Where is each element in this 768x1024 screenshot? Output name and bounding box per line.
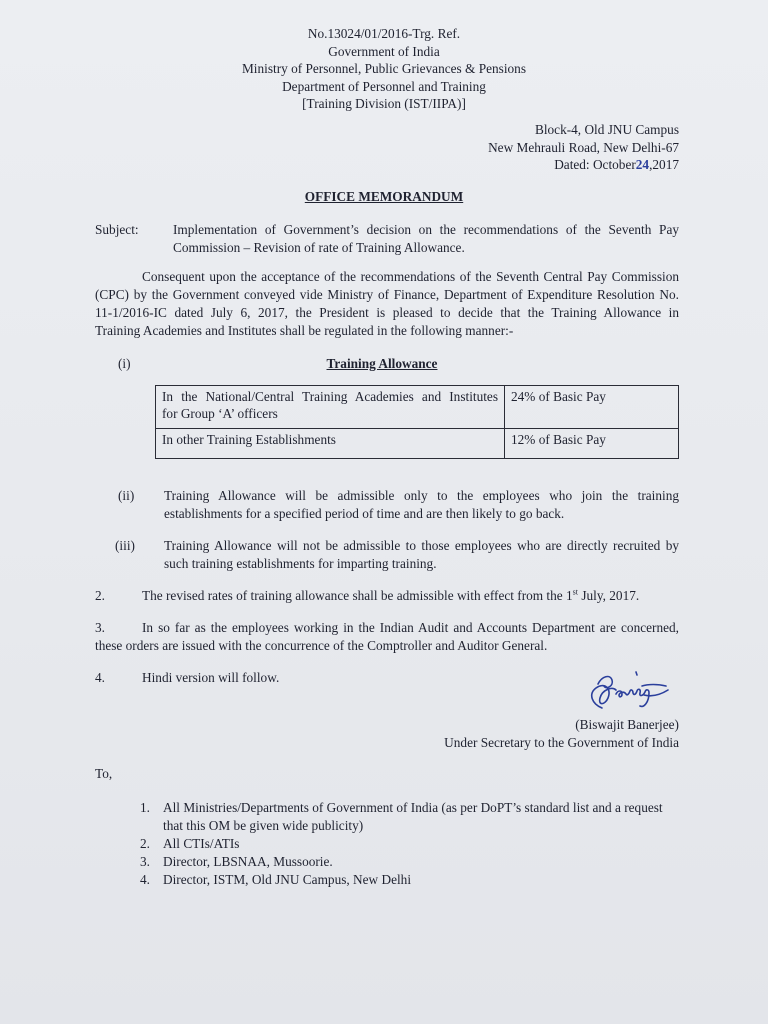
item-iii-number: (iii): [115, 538, 135, 553]
para1-line-3: 11-1/2016-IC dated July 6, 2017, the President is pleased to decide that the Training Allowance in: [95, 305, 679, 320]
memo-title: OFFICE MEMORANDUM: [304, 189, 464, 204]
para3-line-2: these orders are issued with the concurrence of the Comptroller and Auditor General.: [95, 638, 548, 653]
para2-superscript: st: [572, 587, 578, 597]
dated-day: 24: [635, 157, 650, 172]
dated-suffix: ,2017: [649, 157, 679, 172]
recipient-3-number: 3.: [140, 854, 150, 869]
table-row: [156, 386, 679, 429]
item-i-number: (i): [118, 356, 131, 371]
para3-number: 3.: [95, 620, 105, 635]
para2-number: 2.: [95, 588, 105, 603]
recipient-1-line-1: All Ministries/Departments of Government of India (as per DoPT’s standard list and a request: [163, 800, 663, 815]
signature-image: [582, 668, 674, 714]
para3-line-1: In so far as the employees working in the Indian Audit and Accounts Department are concerned,: [142, 620, 679, 635]
training-allowance-heading: Training Allowance: [326, 356, 438, 371]
recipient-1-number: 1.: [140, 800, 150, 815]
para4-number: 4.: [95, 670, 105, 685]
signatory-designation: Under Secretary to the Government of India: [444, 735, 679, 750]
ref-number: No.13024/01/2016-Trg. Ref.: [307, 26, 461, 41]
recipient-4-line-1: Director, ISTM, Old JNU Campus, New Delhi: [163, 872, 412, 887]
table-cell-rate: 12% of Basic Pay: [505, 429, 679, 459]
address-line-1: Block-4, Old JNU Campus: [534, 122, 679, 137]
letterhead: [184, 25, 584, 113]
item-ii-line-2: establishments for a specified period of time and are then likely to go back.: [164, 506, 565, 521]
subject-line-1: Implementation of Government’s decision on the recommendations of the Seventh Pay: [173, 222, 679, 237]
allowance-table: [155, 385, 679, 459]
ministry-line: Ministry of Personnel, Public Grievances & Pensions: [241, 61, 526, 76]
division-line: [Training Division (IST/IIPA)]: [302, 96, 466, 111]
para1-line-2: (CPC) by the Government conveyed vide Ministry of Finance, Department of Expenditure Resolution No.: [95, 287, 679, 302]
govt-line: Government of India: [328, 43, 440, 59]
row1-desc-line-2: for Group ‘A’ officers: [162, 406, 278, 421]
item-ii-line-1: Training Allowance will be admissible only to the employees who join the training: [164, 488, 679, 503]
para2-text-after: July, 2017.: [578, 588, 640, 603]
signatory-name: (Biswajit Banerjee): [575, 717, 679, 732]
recipient-3-line-1: Director, LBSNAA, Mussoorie.: [163, 854, 333, 869]
recipient-4-number: 4.: [140, 872, 150, 887]
recipient-2-number: 2.: [140, 836, 150, 851]
row1-desc-line-1: In the National/Central Training Academies and Institutes: [162, 389, 498, 404]
dated-line: [420, 156, 679, 174]
dated-prefix: Dated: October: [554, 157, 636, 172]
para2-text: [142, 587, 639, 604]
para4-text: Hindi version will follow.: [142, 670, 280, 685]
item-iii-line-2: such training establishments for imparting training.: [164, 556, 437, 571]
recipient-1-line-2: that this OM be given wide publicity): [163, 818, 364, 833]
table-cell-description: [156, 386, 505, 429]
item-ii-number: (ii): [118, 488, 135, 503]
address-line-2: New Mehrauli Road, New Delhi-67: [488, 139, 679, 155]
subject-label: Subject:: [95, 222, 139, 237]
address-block: [420, 121, 679, 174]
para2-text-before: The revised rates of training allowance shall be admissible with effect from the 1: [142, 588, 573, 603]
table-row: [156, 429, 679, 459]
table-cell-rate: 24% of Basic Pay: [505, 386, 679, 429]
recipient-2-line-1: All CTIs/ATIs: [163, 836, 240, 851]
para1-line-4: Training Academies and Institutes shall be regulated in the following manner:-: [95, 323, 514, 338]
subject-line-2: Commission – Revision of rate of Training Allowance.: [173, 240, 465, 255]
department-line: Department of Personnel and Training: [282, 78, 486, 94]
para1-line-1: Consequent upon the acceptance of the recommendations of the Seventh Central Pay Commission: [142, 269, 679, 284]
table-cell-description: In other Training Establishments: [156, 429, 505, 459]
to-label: To,: [95, 766, 113, 781]
item-iii-line-1: Training Allowance will not be admissible to those employees who are directly recruited by: [164, 538, 679, 553]
